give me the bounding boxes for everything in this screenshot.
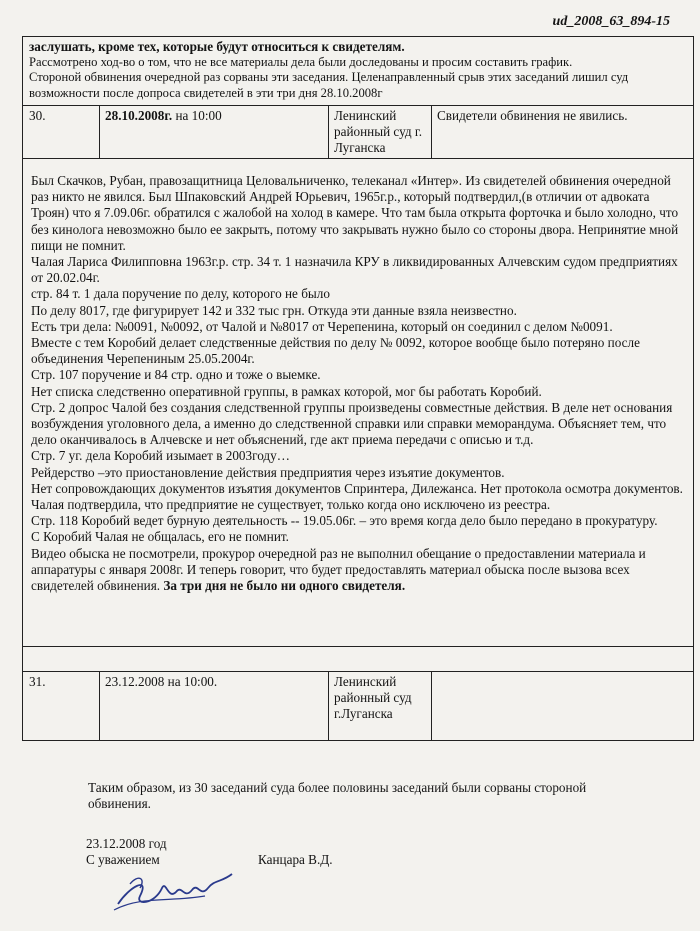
session-details [22,159,694,647]
session-note [432,672,693,740]
letter-date: 23.12.2008 год [86,836,167,851]
court-name: Ленинский районный суд г. Луганска [329,106,432,158]
details-paragraph: По делу 8017, где фигурирует 142 и 332 тыс грн. Откуда эти данные взяла неизвестно. [31,302,517,318]
session-date [100,106,329,158]
intro-line-1: заслушать, кроме тех, которые будут относиться к свидетелям. [29,39,405,54]
court-name: Ленинский районный суд г.Луганска [329,672,432,740]
details-paragraph: стр. 84 т. 1 дала поручение по делу, которого не было [31,286,330,302]
details-paragraph: Нет списка следственно оперативной группы, в рамках которой, мог бы работать Коробий. [31,383,542,399]
spacer-cell [22,647,694,671]
intro-line-3: Стороной обвинения очередной раз сорваны эти заседания. Целенаправленный срыв этих заседаний лишил суд возможности после допроса свидетелей в эти три дня 28.10.2008г [29,70,629,100]
session-date: 23.12.2008 на 10:00. [100,672,329,740]
details-paragraph: Был Скачков, Рубан, правозащитница Целовальниченко, телеканал «Интер». Из свидетелей обвинения очередной раз никто не явился. Был Шпаковский Андрей Юрьевич, 1965г.р., который подтвердил,(в отличии от адвоката Троян) что я 7.09.06г. обратился с жалобой на холод в камере. Что там была открыта форточка и было холодно, что без кинолога невозможно было ее закрыть, потому что закрывать нужно было со стороны двора. Непринятие мной пищи не помнит. [31,173,679,253]
session-number: 31. [23,672,100,740]
session-time: на 10:00 [172,108,222,123]
details-paragraph: Вместе с тем Коробий делает следственные действия по делу № 0092, которое вообще было потеряно после объединения Черепениным 25.05.2004г. [31,335,640,367]
details-paragraph: Стр. 118 Коробий ведет бурную деятельность -- 19.05.06г. – это время когда дело было передано в прокуратуру. [31,513,658,529]
intro-block [22,37,694,105]
details-paragraph: Стр. 7 уг. дела Коробий изымает в 2003году… [31,448,290,464]
session-note: Свидетели обвинения не явились. [437,108,628,123]
details-paragraph: Есть три дела: №0091, №0092, от Чалой и №8017 от Черепенина, который он соединил с делом №0091. [31,318,613,334]
summary [88,780,648,812]
details-last-bold: За три дня не было ни одного свидетеля. [163,578,406,594]
intro-line-2: Рассмотрено ход-во о том, что не все материалы дела были доследованы и просим составить график. [29,54,573,69]
author-name: Канцара В.Д. [258,852,333,867]
details-paragraph: Стр. 2 допрос Чалой без создания следственной группы произведены совместные действия. В деле нет основания возбуждения уголовного дела, а именно до следственной справки или справки меморандума. Объясняет тем, что дело оканчивалось в Алчевске и нет объяснений, где акт приема передачи с описью и т.д. [31,399,673,448]
details-last-text: Видео обыска не посмотрели, прокурор очередной раз не выполнил обещание о предоставлении материала и аппаратуры с января 2008г. И теперь говорит, что будет предоставлять материал обыска после вызова всех свидетелей обвинения. [31,545,646,594]
session-number: 30. [23,106,100,158]
details-paragraph: Рейдерство –это приостановление действия предприятия через изъятие документов. [31,464,505,480]
session-row-31 [22,671,694,741]
summary-text: Таким образом, из 30 заседаний суда более половины заседаний были сорваны стороной обвинения. [88,780,587,811]
details-paragraph: С Коробий Чалая не общалась, его не помнит. [31,529,289,545]
details-paragraph: Стр. 107 поручение и 84 стр. одно и тоже о выемке. [31,367,321,383]
court-sessions-table [22,36,694,741]
details-paragraph: Чалая Лариса Филипповна 1963г.р. стр. 34 т. 1 назначила КРУ в ликвидированных Алчевским судом предприятиях от 20.02.04г. [31,254,678,286]
details-paragraph: Нет сопровождающих документов изъятия документов Спринтера, Дилежанса. Нет протокола осмотра документов. Чалая подтвердила, что предприятие не существует, только когда оно исключено из реестра. [31,480,683,513]
details-last-paragraph [31,546,687,595]
document-id: ud_2008_63_894-15 [552,14,670,29]
session-date-bold: 28.10.2008г. [105,108,173,123]
session-row-30 [22,105,694,159]
closing: С уважением [86,852,160,867]
signature-image [110,866,240,916]
